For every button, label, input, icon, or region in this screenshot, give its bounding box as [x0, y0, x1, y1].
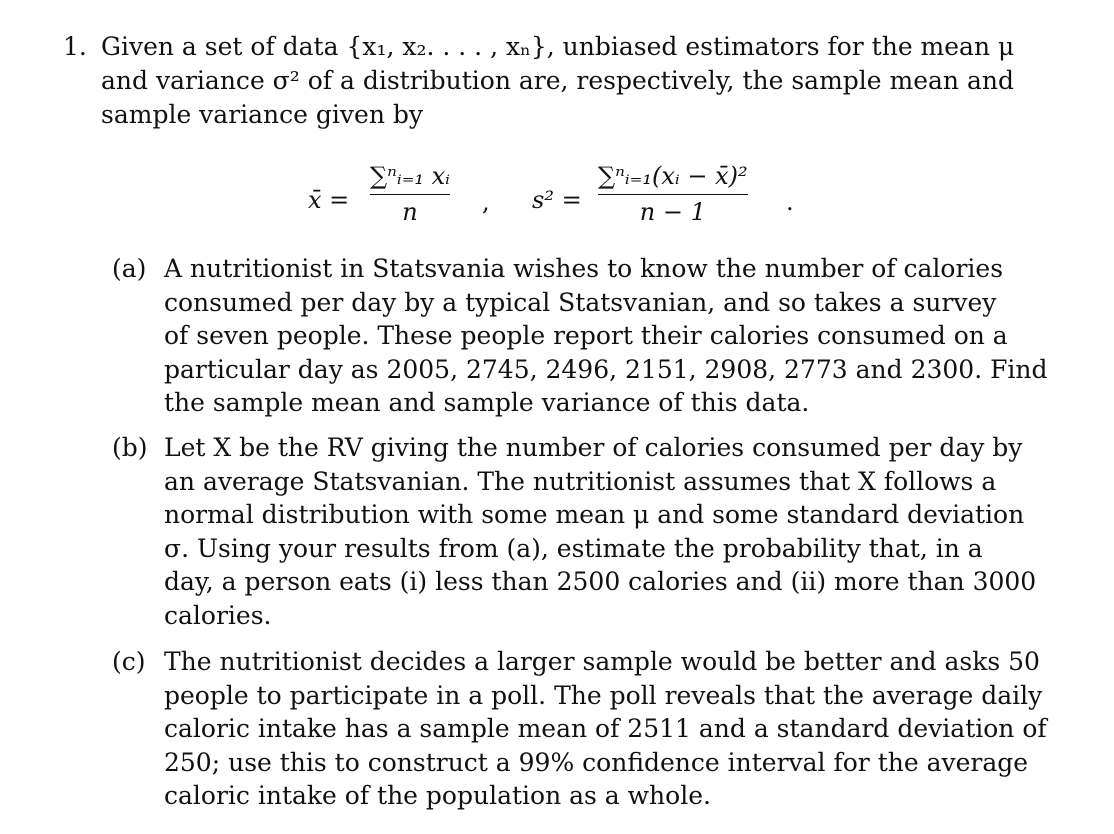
subpart-c — [112, 645, 1047, 820]
variance-formula-fraction — [598, 162, 748, 226]
problem-number: 1. — [63, 32, 87, 61]
text-line: 250; use this to construct a 99% confidence interval for the average — [164, 747, 1029, 777]
variance-formula-period: . — [786, 188, 794, 216]
estimator-formulas — [300, 158, 820, 233]
variance-formula-numerator: ∑ⁿᵢ₌₁(xᵢ − x̄)² — [598, 162, 748, 190]
text-line: consumed per day by a typical Statsvanian, and so takes a survey — [164, 287, 997, 317]
subpart-label: (a) — [112, 254, 147, 283]
problem-intro — [101, 30, 1015, 132]
text-line: particular day as 2005, 2745, 2496, 2151, 2908, 2773 and 2300. Find — [164, 354, 1048, 384]
text-line: the sample mean and sample variance of this data. — [164, 388, 810, 417]
text-line: A nutritionist in Statsvania wishes to know the number of calories — [164, 254, 1004, 283]
subpart-text — [164, 645, 1047, 813]
text-line: Let X be the RV giving the number of calories consumed per day by — [164, 433, 1023, 462]
subpart-a — [112, 252, 1048, 422]
text-line: The nutritionist decides a larger sample would be better and asks 50 — [164, 647, 1040, 676]
intro-line: and variance σ² of a distribution are, respectively, the sample mean and — [101, 66, 1014, 95]
subpart-label: (c) — [112, 647, 146, 676]
text-line: caloric intake of the population as a whole. — [164, 781, 711, 810]
variance-formula-lhs: s² = — [532, 186, 582, 214]
mean-formula-denominator: n — [402, 198, 418, 226]
mean-formula-fraction — [370, 162, 450, 226]
intro-line: sample variance given by — [101, 100, 423, 129]
mean-formula-lhs: x̄ = — [308, 186, 350, 214]
subpart-b — [112, 431, 1037, 636]
variance-fraction-bar — [598, 194, 748, 195]
mean-fraction-bar — [370, 194, 450, 195]
variance-formula-denominator: n − 1 — [639, 198, 706, 226]
text-line: of seven people. These people report their calories consumed on a — [164, 321, 1008, 350]
intro-line: Given a set of data {x₁, x₂. . . . , xₙ}, unbiased estimators for the mean μ — [101, 32, 1015, 61]
text-line: day, a person eats (i) less than 2500 calories and (ii) more than 3000 — [164, 567, 1037, 596]
text-line: σ. Using your results from (a), estimate the probability that, in a — [164, 533, 983, 563]
text-line: normal distribution with some mean μ and some standard deviation — [164, 500, 1025, 529]
text-line: caloric intake has a sample mean of 2511 and a standard deviation of — [164, 714, 1047, 743]
mean-formula-comma: , — [482, 188, 490, 216]
text-line: calories. — [164, 600, 272, 630]
subpart-text — [164, 252, 1048, 420]
text-line: an average Statsvanian. The nutritionist assumes that X follows a — [164, 466, 997, 496]
mean-formula-numerator: ∑ⁿᵢ₌₁ xᵢ — [370, 162, 450, 190]
subpart-label: (b) — [112, 433, 148, 462]
subpart-text — [164, 431, 1037, 632]
text-line: people to participate in a poll. The poll reveals that the average daily — [164, 680, 1043, 710]
